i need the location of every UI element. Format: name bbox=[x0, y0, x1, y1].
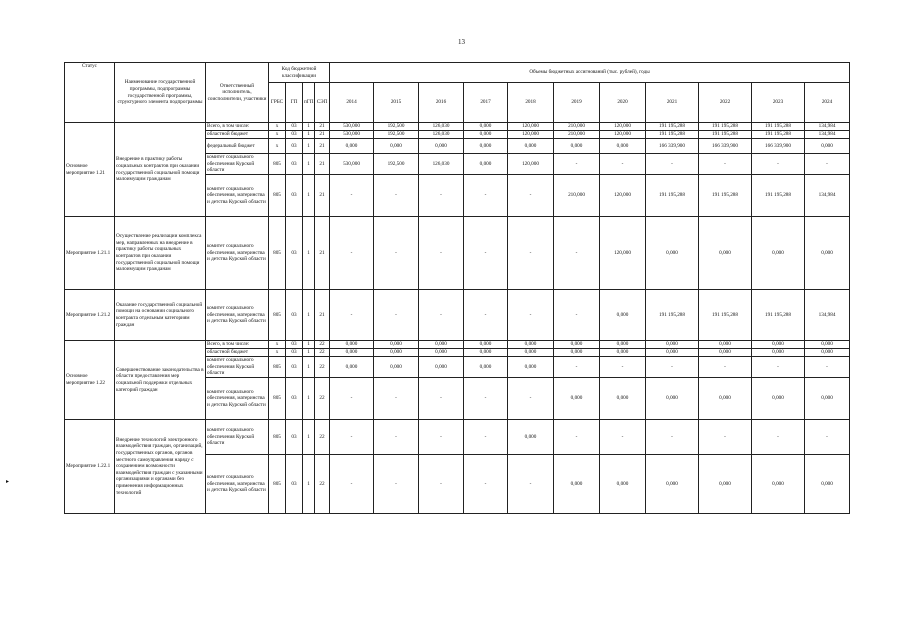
value-cell: 191 195,288 bbox=[699, 131, 752, 139]
header-year: 2023 bbox=[752, 83, 805, 123]
value-cell: - bbox=[330, 455, 374, 514]
code-cell: 805 bbox=[269, 455, 286, 514]
page-number: 13 bbox=[458, 38, 465, 46]
value-cell: 191 195,288 bbox=[699, 123, 752, 131]
code-cell: 21 bbox=[315, 154, 330, 175]
code-cell: 03 bbox=[286, 357, 303, 378]
code-cell: 805 bbox=[269, 420, 286, 455]
value-cell: 0,000 bbox=[805, 217, 850, 290]
value-cell: - bbox=[554, 357, 600, 378]
value-cell: 0,000 bbox=[600, 341, 646, 349]
status-cell: Основное мероприятие 1.21 bbox=[65, 123, 115, 217]
value-cell: - bbox=[374, 378, 419, 420]
value-cell: 0,000 bbox=[752, 341, 805, 349]
table-header bbox=[65, 63, 850, 123]
code-cell: 805 bbox=[269, 290, 286, 341]
value-cell: 0,000 bbox=[508, 341, 554, 349]
executor-cell: комитет социального обеспечения, материнства и детства Курской области bbox=[206, 378, 269, 420]
value-cell: 191 195,288 bbox=[646, 123, 699, 131]
value-cell: 0,000 bbox=[805, 139, 850, 154]
value-cell: - bbox=[805, 154, 850, 175]
value-cell: 120,000 bbox=[600, 175, 646, 217]
code-cell: 22 bbox=[315, 349, 330, 357]
table-row bbox=[65, 290, 850, 341]
value-cell: 210,000 bbox=[554, 131, 600, 139]
header-year: 2016 bbox=[419, 83, 464, 123]
code-cell: 03 bbox=[286, 378, 303, 420]
code-cell: 21 bbox=[315, 131, 330, 139]
code-cell: 1 bbox=[303, 217, 315, 290]
value-cell: - bbox=[600, 420, 646, 455]
header-code-pgp: пГП bbox=[303, 83, 315, 123]
value-cell: 0,000 bbox=[646, 378, 699, 420]
header-status: Статус bbox=[65, 63, 115, 123]
value-cell: 0,000 bbox=[600, 349, 646, 357]
value-cell: 0,000 bbox=[464, 357, 508, 378]
name-cell: Осуществление реализации комплекса мер, направленных на внедрение в практику работы социальных контрактов при оказании государственной социальной помощи малоимущим гражданам bbox=[115, 217, 206, 290]
value-cell: 0,000 bbox=[464, 349, 508, 357]
executor-cell: областной бюджет bbox=[206, 349, 269, 357]
margin-mark: ▸ bbox=[6, 479, 10, 485]
value-cell: 0,000 bbox=[646, 341, 699, 349]
code-cell: 22 bbox=[315, 378, 330, 420]
code-cell: 805 bbox=[269, 175, 286, 217]
value-cell: 166 339,900 bbox=[646, 139, 699, 154]
value-cell: 120,000 bbox=[508, 123, 554, 131]
value-cell: 134,984 bbox=[805, 290, 850, 341]
value-cell: - bbox=[805, 420, 850, 455]
value-cell: 0,000 bbox=[699, 378, 752, 420]
value-cell: 0,000 bbox=[699, 217, 752, 290]
value-cell: - bbox=[600, 357, 646, 378]
value-cell: 191 195,288 bbox=[646, 290, 699, 341]
value-cell: - bbox=[508, 217, 554, 290]
value-cell: - bbox=[330, 217, 374, 290]
value-cell: 0,000 bbox=[805, 378, 850, 420]
code-cell: 805 bbox=[269, 217, 286, 290]
value-cell: 0,000 bbox=[805, 349, 850, 357]
code-cell: 805 bbox=[269, 378, 286, 420]
code-cell: х bbox=[269, 349, 286, 357]
value-cell: 120,000 bbox=[600, 123, 646, 131]
name-cell: Оказание государственной социальной помощи на основании социального контракта отдельным категориям граждан bbox=[115, 290, 206, 341]
value-cell: 191 195,288 bbox=[752, 131, 805, 139]
value-cell: - bbox=[646, 420, 699, 455]
value-cell: 0,000 bbox=[419, 139, 464, 154]
value-cell: 0,000 bbox=[374, 341, 419, 349]
value-cell: - bbox=[554, 154, 600, 175]
value-cell: - bbox=[330, 175, 374, 217]
value-cell: 0,000 bbox=[419, 349, 464, 357]
value-cell: 166 339,900 bbox=[752, 139, 805, 154]
header-year: 2024 bbox=[805, 83, 850, 123]
code-cell: х bbox=[269, 139, 286, 154]
name-cell: Совершенствование законодательства в области предоставления мер социальной поддержки отдельных категорий граждан bbox=[115, 341, 206, 420]
executor-cell: Всего, в том числе: bbox=[206, 341, 269, 349]
table-row bbox=[65, 420, 850, 455]
value-cell: 120,000 bbox=[508, 131, 554, 139]
value-cell: 0,000 bbox=[554, 455, 600, 514]
value-cell: 0,000 bbox=[330, 349, 374, 357]
value-cell: 0,000 bbox=[752, 217, 805, 290]
code-cell: 03 bbox=[286, 123, 303, 131]
header-volumes-group: Объемы бюджетных ассигнований (тыс. рублей), годы bbox=[330, 63, 850, 83]
value-cell: - bbox=[419, 290, 464, 341]
header-year: 2019 bbox=[554, 83, 600, 123]
status-cell: Основное мероприятие 1.22 bbox=[65, 341, 115, 420]
value-cell: 0,000 bbox=[464, 131, 508, 139]
code-cell: 805 bbox=[269, 154, 286, 175]
header-executor: Ответственный исполнитель, соисполнители, участники bbox=[206, 63, 269, 123]
value-cell: - bbox=[330, 290, 374, 341]
value-cell: - bbox=[752, 357, 805, 378]
value-cell: - bbox=[752, 420, 805, 455]
code-cell: 805 bbox=[269, 357, 286, 378]
value-cell: 134,984 bbox=[805, 131, 850, 139]
header-name: Наименование государственной программы, подпрограммы государственной программы, структурного элемента подпрограммы bbox=[115, 63, 206, 123]
value-cell: 134,984 bbox=[805, 123, 850, 131]
value-cell: 0,000 bbox=[374, 349, 419, 357]
code-cell: 1 bbox=[303, 349, 315, 357]
executor-cell: комитет социального обеспечения, материнства и детства Курской области bbox=[206, 290, 269, 341]
budget-table bbox=[64, 62, 850, 514]
value-cell: 0,000 bbox=[464, 341, 508, 349]
value-cell: 0,000 bbox=[805, 341, 850, 349]
header-year: 2014 bbox=[330, 83, 374, 123]
code-cell: 1 bbox=[303, 290, 315, 341]
value-cell: 530,000 bbox=[330, 131, 374, 139]
value-cell: - bbox=[374, 217, 419, 290]
value-cell: 0,000 bbox=[330, 341, 374, 349]
status-cell: Мероприятие 1.21.2 bbox=[65, 290, 115, 341]
value-cell: 0,000 bbox=[752, 349, 805, 357]
value-cell: 134,984 bbox=[805, 175, 850, 217]
table-row bbox=[65, 123, 850, 131]
value-cell: 210,000 bbox=[554, 175, 600, 217]
code-cell: 1 bbox=[303, 154, 315, 175]
value-cell: 0,000 bbox=[805, 455, 850, 514]
table-body bbox=[65, 123, 850, 514]
value-cell: 0,000 bbox=[699, 455, 752, 514]
code-cell: 21 bbox=[315, 290, 330, 341]
header-year: 2015 bbox=[374, 83, 419, 123]
value-cell: - bbox=[464, 217, 508, 290]
value-cell: - bbox=[374, 290, 419, 341]
value-cell: 120,000 bbox=[600, 217, 646, 290]
value-cell: 530,000 bbox=[330, 123, 374, 131]
value-cell: 191 195,288 bbox=[699, 175, 752, 217]
header-codes-group: Код бюджетной классификации bbox=[269, 63, 330, 83]
code-cell: 1 bbox=[303, 455, 315, 514]
value-cell: - bbox=[699, 154, 752, 175]
header-code-gp: ГП bbox=[286, 83, 303, 123]
value-cell: 0,000 bbox=[508, 349, 554, 357]
code-cell: 1 bbox=[303, 131, 315, 139]
code-cell: 03 bbox=[286, 341, 303, 349]
value-cell: - bbox=[646, 357, 699, 378]
value-cell: 0,000 bbox=[508, 420, 554, 455]
code-cell: 03 bbox=[286, 349, 303, 357]
value-cell: - bbox=[464, 378, 508, 420]
value-cell: 0,000 bbox=[330, 139, 374, 154]
status-cell: Мероприятие 1.21.1 bbox=[65, 217, 115, 290]
executor-cell: комитет социального обеспечения Курской области bbox=[206, 420, 269, 455]
name-cell: Внедрение в практику работы социальных контрактов при оказании государственной социальной помощи малоимущим гражданам bbox=[115, 123, 206, 217]
value-cell: 120,000 bbox=[600, 131, 646, 139]
value-cell: - bbox=[554, 420, 600, 455]
code-cell: х bbox=[269, 131, 286, 139]
header-code-grbs: ГРБС bbox=[269, 83, 286, 123]
value-cell: - bbox=[699, 420, 752, 455]
value-cell: 0,000 bbox=[419, 357, 464, 378]
value-cell: 0,000 bbox=[752, 378, 805, 420]
executor-cell: комитет социального обеспечения, материнства и детства Курской области bbox=[206, 455, 269, 514]
value-cell: - bbox=[374, 175, 419, 217]
value-cell: 191 195,288 bbox=[699, 290, 752, 341]
value-cell: 0,000 bbox=[554, 341, 600, 349]
value-cell: - bbox=[554, 217, 600, 290]
value-cell: 0,000 bbox=[508, 357, 554, 378]
value-cell: - bbox=[464, 175, 508, 217]
value-cell: 126,030 bbox=[419, 154, 464, 175]
value-cell: 0,000 bbox=[600, 139, 646, 154]
table-row bbox=[65, 341, 850, 349]
code-cell: 22 bbox=[315, 455, 330, 514]
code-cell: 03 bbox=[286, 175, 303, 217]
executor-cell: Всего, в том числе: bbox=[206, 123, 269, 131]
value-cell: 192,500 bbox=[374, 131, 419, 139]
value-cell: 0,000 bbox=[374, 139, 419, 154]
code-cell: 03 bbox=[286, 154, 303, 175]
value-cell: - bbox=[508, 290, 554, 341]
value-cell: 191 195,288 bbox=[752, 290, 805, 341]
code-cell: 22 bbox=[315, 420, 330, 455]
value-cell: 0,000 bbox=[508, 139, 554, 154]
code-cell: 03 bbox=[286, 455, 303, 514]
value-cell: - bbox=[374, 455, 419, 514]
executor-cell: комитет социального обеспечения Курской области bbox=[206, 154, 269, 175]
value-cell: - bbox=[374, 420, 419, 455]
value-cell: 120,000 bbox=[508, 154, 554, 175]
value-cell: 0,000 bbox=[646, 349, 699, 357]
value-cell: - bbox=[419, 217, 464, 290]
value-cell: 192,500 bbox=[374, 123, 419, 131]
value-cell: 0,000 bbox=[464, 123, 508, 131]
value-cell: - bbox=[699, 357, 752, 378]
value-cell: - bbox=[508, 455, 554, 514]
code-cell: 22 bbox=[315, 357, 330, 378]
value-cell: 0,000 bbox=[464, 154, 508, 175]
header-year: 2018 bbox=[508, 83, 554, 123]
value-cell: 530,000 bbox=[330, 154, 374, 175]
executor-cell: комитет социального обеспечения, материнства и детства Курской области bbox=[206, 175, 269, 217]
code-cell: 03 bbox=[286, 290, 303, 341]
value-cell: 0,000 bbox=[554, 349, 600, 357]
value-cell: - bbox=[330, 420, 374, 455]
code-cell: 1 bbox=[303, 378, 315, 420]
value-cell: - bbox=[752, 154, 805, 175]
name-cell: Внедрение технологий электронного взаимодействия граждан, организаций, государственных органов, органов местного самоуправления наряду с сохранением возможности взаимодействия граждан с указанными организациями и органами без применения информационных технологий bbox=[115, 420, 206, 514]
code-cell: 1 bbox=[303, 357, 315, 378]
value-cell: 191 195,288 bbox=[752, 175, 805, 217]
value-cell: - bbox=[419, 378, 464, 420]
value-cell: 191 195,288 bbox=[646, 175, 699, 217]
value-cell: 0,000 bbox=[554, 378, 600, 420]
value-cell: 0,000 bbox=[600, 455, 646, 514]
executor-cell: комитет социального обеспечения, материнства и детства Курской области bbox=[206, 217, 269, 290]
code-cell: 22 bbox=[315, 341, 330, 349]
value-cell: 166 339,900 bbox=[699, 139, 752, 154]
value-cell: - bbox=[600, 154, 646, 175]
code-cell: 21 bbox=[315, 217, 330, 290]
code-cell: 1 bbox=[303, 139, 315, 154]
value-cell: 0,000 bbox=[600, 378, 646, 420]
value-cell: - bbox=[805, 357, 850, 378]
value-cell: 0,000 bbox=[464, 139, 508, 154]
header-year: 2017 bbox=[464, 83, 508, 123]
value-cell: - bbox=[419, 455, 464, 514]
code-cell: х bbox=[269, 341, 286, 349]
value-cell: - bbox=[464, 420, 508, 455]
value-cell: - bbox=[419, 175, 464, 217]
value-cell: - bbox=[464, 290, 508, 341]
value-cell: 126,030 bbox=[419, 123, 464, 131]
code-cell: 21 bbox=[315, 139, 330, 154]
header-year: 2022 bbox=[699, 83, 752, 123]
code-cell: 03 bbox=[286, 217, 303, 290]
value-cell: 0,000 bbox=[330, 357, 374, 378]
code-cell: 1 bbox=[303, 420, 315, 455]
value-cell: 0,000 bbox=[554, 139, 600, 154]
value-cell: - bbox=[646, 154, 699, 175]
value-cell: 0,000 bbox=[752, 455, 805, 514]
table-row bbox=[65, 217, 850, 290]
code-cell: 03 bbox=[286, 139, 303, 154]
value-cell: - bbox=[508, 175, 554, 217]
value-cell: 192,500 bbox=[374, 154, 419, 175]
header-year: 2020 bbox=[600, 83, 646, 123]
value-cell: 0,000 bbox=[600, 290, 646, 341]
value-cell: 126,030 bbox=[419, 131, 464, 139]
value-cell: - bbox=[330, 378, 374, 420]
code-cell: х bbox=[269, 123, 286, 131]
value-cell: 0,000 bbox=[699, 341, 752, 349]
code-cell: 03 bbox=[286, 131, 303, 139]
value-cell: - bbox=[419, 420, 464, 455]
value-cell: - bbox=[508, 378, 554, 420]
code-cell: 1 bbox=[303, 175, 315, 217]
value-cell: 0,000 bbox=[374, 357, 419, 378]
value-cell: - bbox=[554, 290, 600, 341]
code-cell: 21 bbox=[315, 175, 330, 217]
value-cell: 191 195,288 bbox=[752, 123, 805, 131]
status-cell: Мероприятие 1.22.1 bbox=[65, 420, 115, 514]
code-cell: 1 bbox=[303, 123, 315, 131]
value-cell: 0,000 bbox=[699, 349, 752, 357]
value-cell: - bbox=[464, 455, 508, 514]
value-cell: 191 195,288 bbox=[646, 131, 699, 139]
value-cell: 0,000 bbox=[419, 341, 464, 349]
value-cell: 0,000 bbox=[646, 217, 699, 290]
value-cell: 210,000 bbox=[554, 123, 600, 131]
code-cell: 03 bbox=[286, 420, 303, 455]
header-year: 2021 bbox=[646, 83, 699, 123]
code-cell: 21 bbox=[315, 123, 330, 131]
value-cell: 0,000 bbox=[646, 455, 699, 514]
executor-cell: областной бюджет bbox=[206, 131, 269, 139]
executor-cell: комитет социального обеспечения Курской области bbox=[206, 357, 269, 378]
code-cell: 1 bbox=[303, 341, 315, 349]
executor-cell: федеральный бюджет bbox=[206, 139, 269, 154]
header-code-sep: СЭП bbox=[315, 83, 330, 123]
